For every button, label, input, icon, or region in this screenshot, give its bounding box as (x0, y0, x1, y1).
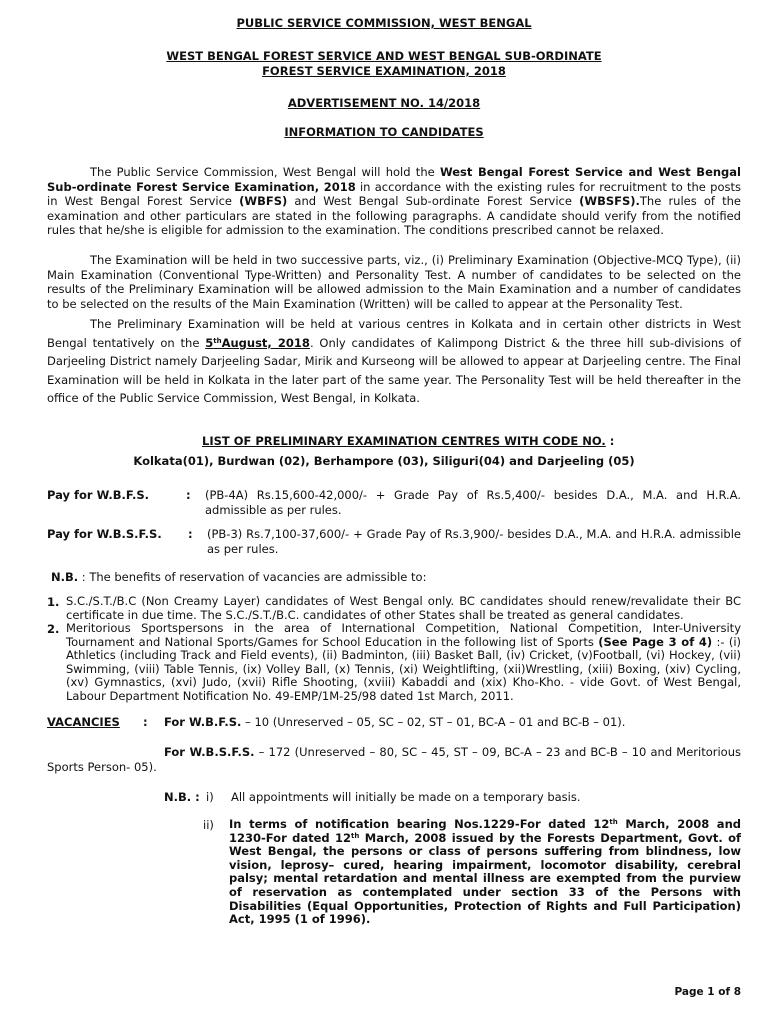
centres-list: Kolkata(01), Burdwan (02), Berhampore (03), Siliguri(04) and Darjeeling (05) (133, 454, 635, 468)
pay-wbfs-text: (PB-4A) Rs.15,600-42,000/- + Grade Pay of Rs.5,400/- besides D.A., M.A. and H.R.A. admissible as per rules. (205, 488, 741, 517)
vacancies-label: VACANCIES (47, 715, 120, 729)
advertisement-number: ADVERTISEMENT NO. 14/2018 (287, 96, 481, 110)
exam-date: 5thAugust, 2018 (205, 335, 310, 350)
info-heading: INFORMATION TO CANDIDATES (284, 125, 484, 139)
intro-paragraph-1: The Public Service Commission, West Bengal will hold the West Bengal Forest Service and West Bengal Sub-ordinate Forest Service Examination, 2018 in accordance with the existing rules for recruitment to the posts in West Bengal Forest Service (WBFS) and West Bengal Sub-ordinate Forest Service (WBSFS).The rules of the examination and other particulars are stated in the following paragraphs. A candidate should verify from the notified rules that he/she is eligible for admission to the examination. The conditions prescribed cannot be relaxed. (47, 165, 741, 237)
pay-wbfs-label: Pay for W.B.F.S. (47, 488, 150, 502)
nb-item-ii-num: ii) (203, 818, 214, 832)
pay-wbsfs-label: Pay for W.B.S.F.S. (47, 527, 162, 541)
intro-paragraph-2: The Examination will be held in two successive parts, viz., (i) Preliminary Examination (Objective-MCQ Type), (ii) Main Examination (Conventional Type-Written) and Personality Test. A number of candidates to be selected on the results of the Preliminary Examination will be allowed admission to the Main Examination and a number of candidates to be selected on the results of the Main Examination (Written) will be called to appear at the Personality Test. (47, 253, 741, 311)
nb-appointments-label: N.B. : (164, 790, 200, 804)
nb-item-i-num: i) (206, 790, 214, 804)
centres-heading: LIST OF PRELIMINARY EXAMINATION CENTRES WITH CODE NO. : (202, 434, 615, 448)
page-number: Page 1 of 8 (674, 986, 741, 998)
nb-item-ii-text: In terms of notification bearing Nos.1229-For dated 12th March, 2008 and 1230-For dated 12th March, 2008 issued by the Forests Department, Govt. of West Bengal, the persons or class of persons suffering from blindness, low vision, leprosy– cured, hearing impairment, locomotor disability, cerebral palsy; mental retardation and mental illness are exempted from the purview of reservation as contemplated under section 33 of the Persons with Disabilities (Equal Opportunities, Protection of Rights and Full Participation) Act, 1995 (1 of 1996). (229, 817, 741, 927)
vacancies-colon: : (143, 715, 148, 729)
reservation-num-2: 2. (47, 622, 60, 636)
vacancies-wbfs: For W.B.F.S. – 10 (Unreserved – 05, SC – 02, ST – 01, BC-A – 01 and BC-B – 01). (164, 715, 626, 729)
reservation-num-1: 1. (47, 595, 60, 609)
commission-title: PUBLIC SERVICE COMMISSION, WEST BENGAL (236, 16, 532, 30)
vacancies-wbsfs: For W.B.S.F.S. – 172 (Unreserved – 80, SC – 45, ST – 09, BC-A – 23 and BC-B – 10 and Meritorious Sports Person- 05). (47, 745, 741, 774)
nb-reservation: N.B. : The benefits of reservation of vacancies are admissible to: (51, 570, 427, 584)
reservation-item-1: S.C./S.T./B.C (Non Creamy Layer) candidates of West Bengal only. BC candidates should renew/revalidate their BC certificate in due time. The S.C./S.T./B.C. candidates of other States shall be treated as general candidates. (66, 594, 741, 622)
pay-wbsfs-text: (PB-3) Rs.7,100-37,600/- + Grade Pay of Rs.3,900/- besides D.A., M.A. and H.R.A. admissible as per rules. (207, 527, 741, 556)
exam-title: WEST BENGAL FOREST SERVICE AND WEST BENGAL SUB-ORDINATE FOREST SERVICE EXAMINATION, 2018 (166, 49, 602, 78)
pay-wbsfs-colon: : (188, 527, 193, 541)
pay-wbfs-colon: : (186, 488, 191, 502)
reservation-item-2: Meritorious Sportspersons in the area of International Competition, National Competition, Inter-University Tournament and National Sports/Games for School Education in the following list of Sports (See Page 3 of 4) :- (i) Athletics (including Track and Field events), (ii) Badminton, (iii) Basket Ball, (iv) Cricket, (v)Football, (vi) Hockey, (vii) Swimming, (viii) Table Tennis, (ix) Volley Ball, (x) Tennis, (xi) Weightlifting, (xii)Wrestling, (xiii) Boxing, (xiv) Cycling, (xv) Gymnastics, (xvi) Judo, (xvii) Rifle Shooting, (xviii) Kabaddi and (xix) Kho-Kho. - vide Govt. of West Bengal, Labour Department Notification No. 49-EMP/1M-25/98 dated 1st March, 2011. (66, 621, 742, 703)
intro-paragraph-3: The Preliminary Examination will be held at various centres in Kolkata and in certain other districts in West Bengal tentatively on the 5thAugust, 2018. Only candidates of Kalimpong District & the three hill sub-divisions of Darjeeling District namely Darjeeling Sadar, Mirik and Kurseong will be allowed to appear at Darjeeling centre. The Final Examination will be held in Kolkata in the later part of the same year. The Personality Test will be held thereafter in the office of the Public Service Commission, West Bengal, in Kolkata. (47, 317, 741, 406)
nb-item-i-text: All appointments will initially be made on a temporary basis. (231, 790, 581, 804)
